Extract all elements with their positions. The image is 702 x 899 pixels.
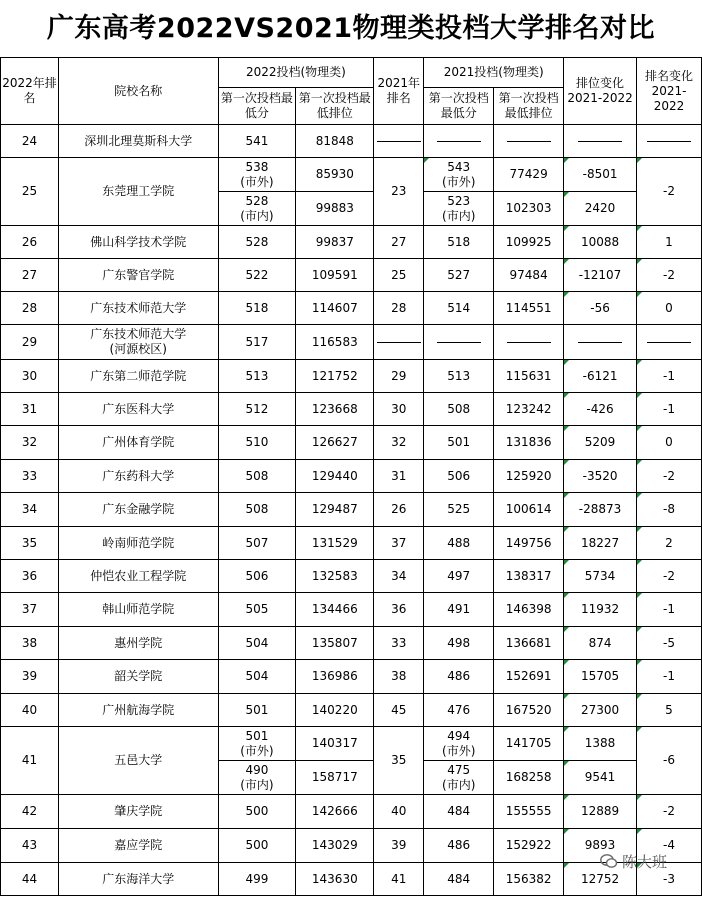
order-change-cell: -2	[637, 158, 702, 226]
min-score-2022-cell: 505	[218, 593, 296, 627]
watermark-text: 陈大班	[622, 852, 668, 871]
rank-change-cell: 1388	[564, 727, 637, 761]
rank-2021-cell: 33	[374, 627, 424, 660]
header-2021-admission: 2021投档(物理类)	[424, 58, 564, 88]
rank-2022-cell: 30	[1, 360, 59, 393]
rank-2022-cell: 28	[1, 292, 59, 325]
rank-2022-cell: 39	[1, 660, 59, 694]
min-rank-2022-cell: 134466	[296, 593, 374, 627]
header-2022-admission: 2022投档(物理类)	[218, 58, 374, 88]
min-score-2021-cell: 484	[424, 863, 494, 896]
table-row	[1, 460, 702, 493]
min-rank-2022-cell: 121752	[296, 360, 374, 393]
school-name-cell: 广东警官学院	[58, 259, 218, 292]
order-change-cell: -2	[637, 560, 702, 593]
rank-change-cell: 11932	[564, 593, 637, 627]
min-rank-2022-cell: 140220	[296, 694, 374, 727]
rank-2021-cell: 35	[374, 727, 424, 795]
order-change-cell: -4	[637, 829, 702, 863]
rank-2022-cell: 43	[1, 829, 59, 863]
min-rank-2021-cell: 168258	[494, 761, 564, 795]
table-row	[1, 593, 702, 627]
rank-2022-cell: 35	[1, 527, 59, 560]
rank-2021-cell: 45	[374, 694, 424, 727]
header-min-rank-2022: 第一次投档最低排位	[296, 88, 374, 125]
min-rank-2022-cell: 135807	[296, 627, 374, 660]
rank-change-cell: 27300	[564, 694, 637, 727]
min-score-2022-cell: 499	[218, 863, 296, 896]
rank-change-cell: -3520	[564, 460, 637, 493]
rank-2021-cell: 38	[374, 660, 424, 694]
rank-2021-cell: 32	[374, 426, 424, 460]
order-change-cell: 0	[637, 426, 702, 460]
rank-change-cell: 12752	[564, 863, 637, 896]
rank-2021-cell: 23	[374, 158, 424, 226]
min-score-2022-cell: 513	[218, 360, 296, 393]
min-rank-2021-cell	[494, 125, 564, 158]
min-rank-2022-cell: 126627	[296, 426, 374, 460]
rank-change-cell: 12889	[564, 795, 637, 829]
watermark	[600, 848, 700, 874]
rank-2022-cell: 25	[1, 158, 59, 226]
min-score-2022-cell: 490 (市内)	[218, 761, 296, 795]
rank-change-cell: -426	[564, 393, 637, 426]
header-school-name: 院校名称	[58, 58, 218, 125]
rank-2021-cell	[374, 325, 424, 360]
min-score-2022-cell: 500	[218, 795, 296, 829]
min-score-2021-cell: 518	[424, 226, 494, 259]
dash-mark	[507, 141, 551, 142]
order-change-cell: -1	[637, 660, 702, 694]
min-score-2022-cell: 528 (市内)	[218, 192, 296, 226]
table-row	[1, 795, 702, 829]
school-name-cell: 广东技术师范大学	[58, 292, 218, 325]
header-min-score-2021: 第一次投档最低分	[424, 88, 494, 125]
school-name-cell: 惠州学院	[58, 627, 218, 660]
rank-2021-cell: 29	[374, 360, 424, 393]
rank-change-cell: 18227	[564, 527, 637, 560]
min-score-2022-cell: 508	[218, 493, 296, 527]
min-rank-2022-cell: 85930	[296, 158, 374, 192]
rank-2021-cell: 27	[374, 226, 424, 259]
order-change-cell: -1	[637, 593, 702, 627]
min-rank-2022-cell: 158717	[296, 761, 374, 795]
min-rank-2022-cell: 99883	[296, 192, 374, 226]
min-score-2022-cell: 517	[218, 325, 296, 360]
order-change-cell: 1	[637, 226, 702, 259]
table-row	[1, 829, 702, 863]
min-score-2021-cell	[424, 125, 494, 158]
min-rank-2022-cell: 131529	[296, 527, 374, 560]
rank-2021-cell: 34	[374, 560, 424, 593]
min-rank-2021-cell: 152691	[494, 660, 564, 694]
min-rank-2021-cell: 156382	[494, 863, 564, 896]
page-title: 广东高考2022VS2021物理类投档大学排名对比	[46, 13, 656, 44]
min-rank-2022-cell: 99837	[296, 226, 374, 259]
rank-change-cell: -56	[564, 292, 637, 325]
rank-2022-cell: 34	[1, 493, 59, 527]
min-score-2022-cell: 518	[218, 292, 296, 325]
min-score-2022-cell: 501 (市外)	[218, 727, 296, 761]
table-row	[1, 694, 702, 727]
school-name-cell: 广东第二师范学院	[58, 360, 218, 393]
min-rank-2022-cell: 129487	[296, 493, 374, 527]
dash-mark	[377, 141, 421, 142]
min-rank-2022-cell: 109591	[296, 259, 374, 292]
rank-2022-cell: 31	[1, 393, 59, 426]
rank-2021-cell: 39	[374, 829, 424, 863]
min-score-2021-cell: 494 (市外)	[424, 727, 494, 761]
dash-mark	[437, 342, 481, 343]
table-row	[1, 360, 702, 393]
min-rank-2022-cell: 114607	[296, 292, 374, 325]
school-name-cell: 佛山科学技术学院	[58, 226, 218, 259]
min-rank-2022-cell: 81848	[296, 125, 374, 158]
min-rank-2021-cell: 102303	[494, 192, 564, 226]
min-score-2021-cell: 501	[424, 426, 494, 460]
table-row	[1, 493, 702, 527]
min-rank-2022-cell: 143029	[296, 829, 374, 863]
min-score-2021-cell: 506	[424, 460, 494, 493]
order-change-cell: -2	[637, 795, 702, 829]
school-name-cell: 韩山师范学院	[58, 593, 218, 627]
min-rank-2022-cell: 116583	[296, 325, 374, 360]
order-change-cell: -6	[637, 727, 702, 795]
school-name-cell: 广东药科大学	[58, 460, 218, 493]
min-rank-2022-cell: 136986	[296, 660, 374, 694]
rank-2021-cell: 37	[374, 527, 424, 560]
rank-2022-cell: 27	[1, 259, 59, 292]
min-score-2022-cell: 541	[218, 125, 296, 158]
rank-change-cell: 10088	[564, 226, 637, 259]
admission-comparison-table	[0, 57, 702, 896]
min-score-2021-cell: 484	[424, 795, 494, 829]
min-score-2022-cell: 538 (市外)	[218, 158, 296, 192]
min-rank-2021-cell: 149756	[494, 527, 564, 560]
header-order-change: 排名变化 2021-2022	[637, 58, 702, 125]
min-score-2021-cell: 475 (市内)	[424, 761, 494, 795]
school-name-cell: 嘉应学院	[58, 829, 218, 863]
school-name-cell: 广东金融学院	[58, 493, 218, 527]
min-rank-2022-cell: 123668	[296, 393, 374, 426]
order-change-cell: -8	[637, 493, 702, 527]
school-name-cell: 仲恺农业工程学院	[58, 560, 218, 593]
min-rank-2022-cell: 132583	[296, 560, 374, 593]
table-row	[1, 660, 702, 694]
school-name-cell: 东莞理工学院	[58, 158, 218, 226]
min-score-2022-cell: 501	[218, 694, 296, 727]
min-score-2021-cell: 486	[424, 660, 494, 694]
min-score-2021-cell: 488	[424, 527, 494, 560]
dash-mark	[578, 342, 622, 343]
rank-2022-cell: 41	[1, 727, 59, 795]
rank-change-cell	[564, 125, 637, 158]
rank-2021-cell: 36	[374, 593, 424, 627]
rank-change-cell: -12107	[564, 259, 637, 292]
rank-2022-cell: 42	[1, 795, 59, 829]
min-score-2021-cell: 513	[424, 360, 494, 393]
rank-change-cell: 15705	[564, 660, 637, 694]
min-score-2022-cell: 504	[218, 660, 296, 694]
min-rank-2021-cell	[494, 325, 564, 360]
min-score-2021-cell: 508	[424, 393, 494, 426]
rank-change-cell: 2420	[564, 192, 637, 226]
rank-change-cell: 9541	[564, 761, 637, 795]
table-row	[1, 259, 702, 292]
school-name-cell: 广东海洋大学	[58, 863, 218, 896]
dash-mark	[647, 342, 691, 343]
rank-change-cell: 5734	[564, 560, 637, 593]
order-change-cell: 0	[637, 292, 702, 325]
order-change-cell: 2	[637, 527, 702, 560]
order-change-cell: -1	[637, 360, 702, 393]
min-score-2021-cell: 498	[424, 627, 494, 660]
header-rank-change: 排位变化 2021-2022	[564, 58, 637, 125]
min-score-2022-cell: 506	[218, 560, 296, 593]
header-rank-2021: 2021年排名	[374, 58, 424, 125]
rank-2022-cell: 44	[1, 863, 59, 896]
rank-change-cell: 5209	[564, 426, 637, 460]
wechat-icon	[600, 852, 618, 870]
header-rank-2022: 2022年排名	[1, 58, 59, 125]
rank-2022-cell: 40	[1, 694, 59, 727]
min-score-2022-cell: 512	[218, 393, 296, 426]
order-change-cell: -3	[637, 863, 702, 896]
school-name-cell: 深圳北理莫斯科大学	[58, 125, 218, 158]
min-rank-2022-cell: 140317	[296, 727, 374, 761]
min-score-2022-cell: 504	[218, 627, 296, 660]
min-score-2021-cell: 543 (市外)	[424, 158, 494, 192]
header-min-rank-2021: 第一次投档最低排位	[494, 88, 564, 125]
min-score-2021-cell: 491	[424, 593, 494, 627]
order-change-cell: -2	[637, 460, 702, 493]
table-row	[1, 325, 702, 360]
min-score-2021-cell: 525	[424, 493, 494, 527]
min-rank-2021-cell: 114551	[494, 292, 564, 325]
min-score-2021-cell: 514	[424, 292, 494, 325]
rank-2021-cell: 41	[374, 863, 424, 896]
min-rank-2021-cell: 131836	[494, 426, 564, 460]
min-score-2022-cell: 510	[218, 426, 296, 460]
table-row	[1, 426, 702, 460]
table-row	[1, 393, 702, 426]
min-rank-2021-cell: 123242	[494, 393, 564, 426]
school-name-cell: 广东技术师范大学 (河源校区)	[58, 325, 218, 360]
min-score-2022-cell: 507	[218, 527, 296, 560]
school-name-cell: 广东医科大学	[58, 393, 218, 426]
rank-2022-cell: 37	[1, 593, 59, 627]
min-score-2022-cell: 522	[218, 259, 296, 292]
min-rank-2022-cell: 143630	[296, 863, 374, 896]
rank-2021-cell: 26	[374, 493, 424, 527]
min-score-2022-cell: 500	[218, 829, 296, 863]
rank-2022-cell: 38	[1, 627, 59, 660]
rank-2022-cell: 24	[1, 125, 59, 158]
min-rank-2021-cell: 125920	[494, 460, 564, 493]
min-rank-2021-cell: 77429	[494, 158, 564, 192]
rank-2021-cell	[374, 125, 424, 158]
min-score-2021-cell	[424, 325, 494, 360]
order-change-cell: 5	[637, 694, 702, 727]
order-change-cell	[637, 125, 702, 158]
rank-2022-cell: 29	[1, 325, 59, 360]
min-rank-2021-cell: 138317	[494, 560, 564, 593]
rank-change-cell	[564, 325, 637, 360]
min-rank-2021-cell: 109925	[494, 226, 564, 259]
dash-mark	[647, 141, 691, 142]
min-rank-2021-cell: 115631	[494, 360, 564, 393]
school-name-cell: 肇庆学院	[58, 795, 218, 829]
min-score-2022-cell: 528	[218, 226, 296, 259]
table-row	[1, 527, 702, 560]
dash-mark	[437, 141, 481, 142]
min-score-2022-cell: 508	[218, 460, 296, 493]
dash-mark	[377, 342, 421, 343]
rank-2022-cell: 32	[1, 426, 59, 460]
min-score-2021-cell: 486	[424, 829, 494, 863]
min-score-2021-cell: 523 (市内)	[424, 192, 494, 226]
min-score-2021-cell: 527	[424, 259, 494, 292]
rank-2021-cell: 28	[374, 292, 424, 325]
order-change-cell: -1	[637, 393, 702, 426]
rank-change-cell: -8501	[564, 158, 637, 192]
table-row	[1, 158, 702, 192]
min-rank-2021-cell: 155555	[494, 795, 564, 829]
school-name-cell: 广州体育学院	[58, 426, 218, 460]
min-rank-2021-cell: 136681	[494, 627, 564, 660]
rank-2022-cell: 36	[1, 560, 59, 593]
min-rank-2021-cell: 97484	[494, 259, 564, 292]
table-row	[1, 292, 702, 325]
rank-2021-cell: 31	[374, 460, 424, 493]
min-rank-2021-cell: 152922	[494, 829, 564, 863]
table-row	[1, 727, 702, 761]
table-row	[1, 627, 702, 660]
min-rank-2021-cell: 146398	[494, 593, 564, 627]
min-score-2021-cell: 476	[424, 694, 494, 727]
min-score-2021-cell: 497	[424, 560, 494, 593]
min-rank-2022-cell: 129440	[296, 460, 374, 493]
header-min-score-2022: 第一次投档最低分	[218, 88, 296, 125]
school-name-cell: 岭南师范学院	[58, 527, 218, 560]
order-change-cell: -2	[637, 259, 702, 292]
rank-2022-cell: 33	[1, 460, 59, 493]
min-rank-2021-cell: 100614	[494, 493, 564, 527]
rank-change-cell: 9893	[564, 829, 637, 863]
table-row	[1, 560, 702, 593]
min-rank-2021-cell: 141705	[494, 727, 564, 761]
dash-mark	[578, 141, 622, 142]
school-name-cell: 广州航海学院	[58, 694, 218, 727]
table-row	[1, 125, 702, 158]
order-change-cell: -5	[637, 627, 702, 660]
min-rank-2022-cell: 142666	[296, 795, 374, 829]
rank-2021-cell: 30	[374, 393, 424, 426]
rank-2022-cell: 26	[1, 226, 59, 259]
school-name-cell: 韶关学院	[58, 660, 218, 694]
rank-2021-cell: 25	[374, 259, 424, 292]
school-name-cell: 五邑大学	[58, 727, 218, 795]
min-rank-2021-cell: 167520	[494, 694, 564, 727]
table-row	[1, 226, 702, 259]
rank-change-cell: -28873	[564, 493, 637, 527]
rank-2021-cell: 40	[374, 795, 424, 829]
rank-change-cell: 874	[564, 627, 637, 660]
table-row	[1, 863, 702, 896]
dash-mark	[507, 342, 551, 343]
order-change-cell	[637, 325, 702, 360]
rank-change-cell: -6121	[564, 360, 637, 393]
